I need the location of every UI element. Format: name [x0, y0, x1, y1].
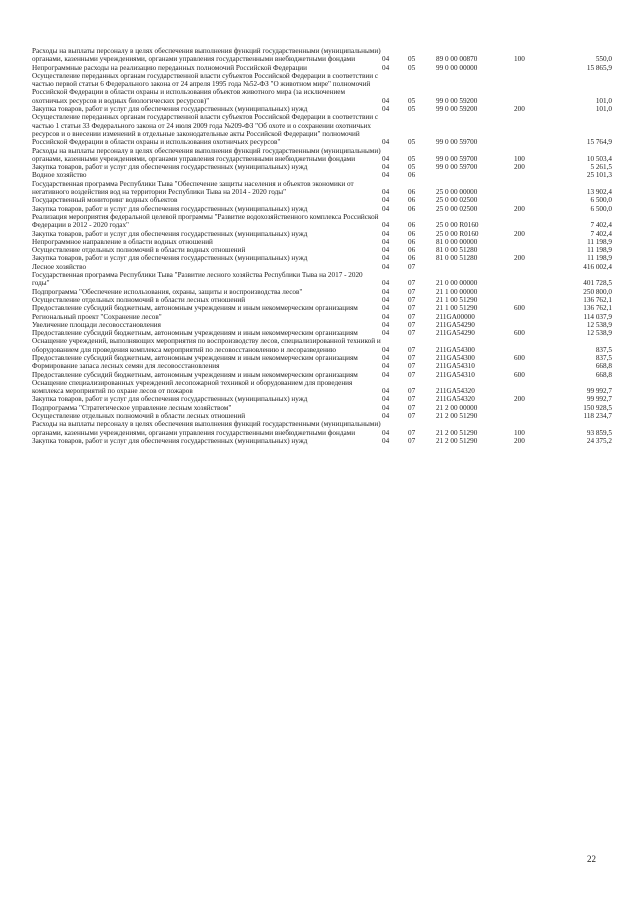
- subsection-code: 06: [408, 246, 416, 255]
- table-row: [32, 147, 612, 164]
- table-row: [32, 412, 612, 420]
- subsection-code: 06: [408, 237, 416, 246]
- amount: 99 992,7: [586, 395, 612, 404]
- target-article-code: 21 2 00 51290: [436, 436, 478, 445]
- table-row: [32, 263, 612, 271]
- expense-type-code: [514, 72, 548, 105]
- amount: 11 198,9: [587, 246, 612, 255]
- section-code: 04: [382, 362, 390, 371]
- expense-type-code: 600: [514, 329, 525, 338]
- expense-type-code: 600: [514, 304, 525, 313]
- section-code: 04: [382, 105, 390, 114]
- subsection-code: 05: [408, 96, 416, 105]
- expense-name: Осуществление отдельных полномочий в области лесных отношений: [32, 412, 246, 421]
- amount: 550,0: [595, 55, 612, 64]
- target-article-code: 99 0 00 59200: [436, 96, 478, 105]
- subsection-code: 07: [408, 329, 416, 338]
- table-row: [32, 420, 612, 437]
- table-row: [32, 254, 612, 262]
- expense-type-code: 200: [514, 105, 525, 114]
- subsection-code: 05: [408, 154, 416, 163]
- target-article-code: 211GA54310: [436, 362, 475, 371]
- table-row: [32, 230, 612, 238]
- expense-type-code: [514, 196, 548, 204]
- expense-name: Закупка товаров, работ и услуг для обеспечения государственных (муниципальных) нужд: [32, 395, 308, 404]
- subsection-code: 07: [408, 395, 416, 404]
- expense-name: Подпрограмма "Стратегическое управление лесным хозяйством": [32, 403, 232, 412]
- target-article-code: 211GA54320: [436, 387, 475, 396]
- expense-name: Оснащение специализированных учреждений лесопожарной техникой и оборудованием для проведения комплекса мероприятий по охране лесов от пожаров: [32, 378, 353, 396]
- amount: 25 101,3: [586, 171, 612, 180]
- subsection-code: 07: [408, 370, 416, 379]
- section-code: 04: [382, 370, 390, 379]
- subsection-code: 07: [408, 353, 416, 362]
- section-code: 04: [382, 329, 390, 338]
- table-row: [32, 395, 612, 403]
- expense-type-code: [514, 288, 548, 296]
- subsection-code: 07: [408, 387, 416, 396]
- expense-name: Оснащение учреждений, выполняющих мероприятия по воспроизводству лесов, специализированной техникой и оборудованием для проведения комплекса мероприятий по лесовосстановлению и лесоразведению: [32, 337, 381, 354]
- amount: 12 538,9: [586, 320, 612, 329]
- expense-type-code: 200: [514, 436, 525, 445]
- subsection-code: 07: [408, 436, 416, 445]
- amount: 12 538,9: [586, 329, 612, 338]
- expense-type-code: 200: [514, 204, 525, 213]
- expense-name: Закупка товаров, работ и услуг для обеспечения государственных (муниципальных) нужд: [32, 436, 308, 445]
- subsection-code: 06: [408, 221, 416, 230]
- subsection-code: 07: [408, 403, 416, 412]
- expense-type-code: 600: [514, 353, 525, 362]
- expense-type-code: [514, 296, 548, 304]
- target-article-code: [436, 171, 514, 179]
- expense-name: Лесное хозяйство: [32, 262, 87, 271]
- subsection-code: 05: [408, 63, 416, 72]
- subsection-code: 07: [408, 412, 416, 421]
- amount: 11 198,9: [587, 254, 612, 263]
- expense-type-code: [514, 412, 548, 420]
- expense-name: Региональный проект "Сохранение лесов": [32, 312, 162, 321]
- section-code: 04: [382, 279, 390, 288]
- target-article-code: 81 0 00 51280: [436, 246, 478, 255]
- section-code: 04: [382, 387, 390, 396]
- section-code: 04: [382, 163, 390, 172]
- table-row: [32, 180, 612, 197]
- expense-type-code: 200: [514, 395, 525, 404]
- target-article-code: 25 0 00 02500: [436, 196, 478, 205]
- expense-name: Предоставление субсидий бюджетным, автономным учреждениям и иным некоммерческим организациям: [32, 329, 358, 338]
- expense-name: Закупка товаров, работ и услуг для обеспечения государственных (муниципальных) нужд: [32, 163, 308, 172]
- amount: 150 928,5: [583, 403, 612, 412]
- amount: 93 859,5: [586, 428, 612, 437]
- table-row: [32, 371, 612, 379]
- section-code: 04: [382, 436, 390, 445]
- section-code: 04: [382, 304, 390, 313]
- target-article-code: 99 0 00 59700: [436, 154, 478, 163]
- expense-type-code: [514, 379, 548, 396]
- amount: 837,5: [595, 345, 612, 354]
- expense-name: Подпрограмма "Обеспечение использования, охраны, защиты и воспроизводства лесов": [32, 287, 303, 296]
- amount: 15 865,9: [586, 63, 612, 72]
- target-article-code: 21 1 00 51290: [436, 304, 478, 313]
- target-article-code: [436, 263, 514, 271]
- expense-type-code: [514, 271, 548, 288]
- subsection-code: 07: [408, 428, 416, 437]
- expense-type-code: [514, 113, 548, 146]
- table-row: [32, 337, 612, 354]
- expense-name: Закупка товаров, работ и услуг для обеспечения государственных (муниципальных) нужд: [32, 229, 308, 238]
- section-code: 04: [382, 171, 390, 180]
- amount: 837,5: [595, 353, 612, 362]
- section-code: 04: [382, 246, 390, 255]
- table-row: [32, 271, 612, 288]
- section-code: 04: [382, 154, 390, 163]
- target-article-code: 21 2 00 00000: [436, 403, 478, 412]
- expense-name: Закупка товаров, работ и услуг для обеспечения государственных (муниципальных) нужд: [32, 204, 308, 213]
- section-code: 04: [382, 345, 390, 354]
- section-code: 04: [382, 96, 390, 105]
- target-article-code: 81 0 00 51280: [436, 254, 478, 263]
- subsection-code: 07: [408, 262, 416, 271]
- target-article-code: 21 1 00 51290: [436, 295, 478, 304]
- expense-type-code: 200: [514, 254, 525, 263]
- expense-name: Предоставление субсидий бюджетным, автономным учреждениям и иным некоммерческим организациям: [32, 304, 358, 313]
- expense-type-code: [514, 238, 548, 246]
- expense-name: Предоставление субсидий бюджетным, автономным учреждениям и иным некоммерческим организациям: [32, 353, 358, 362]
- expense-name: Расходы на выплаты персоналу в целях обеспечения выполнения функций государственными (муниципальными) органами, казенными учреждениями, органами управления государственными внебюджетными фондами: [32, 420, 381, 437]
- amount: 136 762,1: [583, 304, 612, 313]
- target-article-code: 211GA54290: [436, 329, 475, 338]
- table-row: [32, 288, 612, 296]
- target-article-code: 211GA54300: [436, 345, 475, 354]
- expense-name: Расходы на выплаты персоналу в целях обеспечения выполнения функций государственными (муниципальными) органами, казенными учреждениями, органами управления государственными внебюджетными фондами: [32, 146, 381, 163]
- expense-type-code: [514, 362, 548, 370]
- expense-type-code: 600: [514, 370, 525, 379]
- section-code: 04: [382, 196, 390, 205]
- table-row: [32, 238, 612, 246]
- expense-name: Государственный мониторинг водных объектов: [32, 196, 178, 205]
- amount: 136 762,1: [583, 295, 612, 304]
- target-article-code: 21 0 00 00000: [436, 279, 478, 288]
- section-code: 04: [382, 412, 390, 421]
- amount: 101,0: [595, 96, 612, 105]
- subsection-code: 05: [408, 105, 416, 114]
- expense-name: Осуществление отдельных полномочий в области лесных отношений: [32, 295, 246, 304]
- amount: 13 902,4: [586, 188, 612, 197]
- target-article-code: 81 0 00 00000: [436, 237, 478, 246]
- target-article-code: 89 0 00 00870: [436, 55, 478, 64]
- table-row: [32, 304, 612, 312]
- expense-type-code: [514, 313, 548, 321]
- subsection-code: 07: [408, 320, 416, 329]
- expense-type-code: 100: [514, 55, 525, 64]
- target-article-code: 21 2 00 51290: [436, 412, 478, 421]
- section-code: 04: [382, 138, 390, 147]
- amount: 99 992,7: [586, 387, 612, 396]
- table-row: [32, 296, 612, 304]
- target-article-code: 211GA54300: [436, 353, 475, 362]
- amount: 11 198,9: [587, 237, 612, 246]
- table-row: [32, 246, 612, 254]
- target-article-code: 99 0 00 59700: [436, 163, 478, 172]
- table-row: [32, 171, 612, 179]
- target-article-code: 25 0 00 R0160: [436, 221, 479, 230]
- subsection-code: 06: [408, 204, 416, 213]
- table-row: [32, 313, 612, 321]
- amount: 5 261,5: [590, 163, 612, 172]
- section-code: 04: [382, 55, 390, 64]
- target-article-code: 211GA54320: [436, 395, 475, 404]
- subsection-code: 07: [408, 295, 416, 304]
- expense-type-code: [514, 64, 548, 72]
- target-article-code: 25 0 00 R0160: [436, 229, 479, 238]
- amount: 401 728,5: [583, 279, 612, 288]
- expense-type-code: 200: [514, 163, 525, 172]
- expense-name: Предоставление субсидий бюджетным, автономным учреждениям и иным некоммерческим организациям: [32, 370, 358, 379]
- amount: 668,8: [595, 370, 612, 379]
- subsection-code: 06: [408, 229, 416, 238]
- section-code: 04: [382, 262, 390, 271]
- amount: 7 402,4: [590, 221, 612, 230]
- expense-type-code: [514, 321, 548, 329]
- section-code: 04: [382, 237, 390, 246]
- expense-name: Непрограммное направление в области водных отношений: [32, 237, 213, 246]
- expense-type-code: [514, 404, 548, 412]
- expense-type-code: [514, 337, 548, 354]
- section-code: 04: [382, 320, 390, 329]
- expense-name: Осуществление переданных органам государственной власти субъектов Российской Федерации в соответствии с частью первой статьи 6 Федерального закона от 24 апреля 1995 года №52-ФЗ "О животном мире" полномочий Российской Федерации в области охраны и использования объектов животного мира (за исключением охотничьих ресурсов и водных биологических ресурсов)": [32, 71, 379, 105]
- target-article-code: 21 2 00 51290: [436, 428, 478, 437]
- section-code: 04: [382, 63, 390, 72]
- table-row: [32, 362, 612, 370]
- amount: 416 002,4: [583, 262, 612, 271]
- table-row: [32, 105, 612, 113]
- expense-name: Увеличение площади лесовосстановления: [32, 320, 161, 329]
- amount: 250 800,0: [583, 287, 612, 296]
- subsection-code: 07: [408, 362, 416, 371]
- expense-name: Закупка товаров, работ и услуг для обеспечения государственных (муниципальных) нужд: [32, 254, 308, 263]
- table-row: [32, 329, 612, 337]
- expense-type-code: [514, 246, 548, 254]
- expense-name: Расходы на выплаты персоналу в целях обеспечения выполнения функций государственными (муниципальными) органами, казенными учреждениями, органами управления государственными внебюджетными фондами: [32, 47, 381, 64]
- expense-name: Государственная программа Республики Тыва "Обеспечение защиты населения и объектов экономики от негативного воздействия вод на территории Республики Тыва на 2014 - 2020 годы": [32, 179, 354, 197]
- target-article-code: 211GA54310: [436, 370, 475, 379]
- target-article-code: 21 1 00 00000: [436, 287, 478, 296]
- section-code: 04: [382, 403, 390, 412]
- expense-type-code: 100: [514, 154, 525, 163]
- subsection-code: 06: [408, 171, 416, 180]
- table-row: [32, 47, 612, 64]
- amount: 15 764,9: [586, 138, 612, 147]
- target-article-code: 25 0 00 02500: [436, 204, 478, 213]
- section-code: 04: [382, 204, 390, 213]
- expense-name: Непрограммные расходы на реализацию переданных полномочий Российской Федерации: [32, 63, 307, 72]
- subsection-code: 07: [408, 304, 416, 313]
- subsection-code: 06: [408, 254, 416, 263]
- subsection-code: 05: [408, 55, 416, 64]
- expense-name: Закупка товаров, работ и услуг для обеспечения государственных (муниципальных) нужд: [32, 105, 308, 114]
- subsection-code: 07: [408, 279, 416, 288]
- expense-type-code: [514, 213, 548, 230]
- expense-type-code: 100: [514, 428, 525, 437]
- table-row: [32, 72, 612, 105]
- amount: 10 503,4: [586, 154, 612, 163]
- section-code: 04: [382, 188, 390, 197]
- section-code: 04: [382, 221, 390, 230]
- amount: 114 037,9: [583, 312, 612, 321]
- target-article-code: 211GA00000: [436, 312, 475, 321]
- expense-type-code: [514, 180, 548, 197]
- table-row: [32, 205, 612, 213]
- subsection-code: 07: [408, 287, 416, 296]
- expense-name: Осуществление переданных органам государственной власти субъектов Российской Федерации в соответствии с частью 1 статьи 33 Федерального закона от 24 июля 2009 года №209-ФЗ "Об охоте и о сохранении охотничьих ресурсов и о внесении изменений в отдельные законодательные акты Российской Федерации" полномочий Российской Федерации в области охраны и использования охотничьих ресурсов": [32, 113, 379, 147]
- amount: 101,0: [595, 105, 612, 114]
- section-code: 04: [382, 254, 390, 263]
- amount: 668,8: [595, 362, 612, 371]
- table-row: [32, 163, 612, 171]
- expense-name: Формирование запаса лесных семян для лесовосстановления: [32, 362, 220, 371]
- expense-name: Осуществление отдельных полномочий в области водных отношений: [32, 246, 246, 255]
- amount: 7 402,4: [590, 229, 612, 238]
- amount: 118 234,7: [583, 412, 612, 421]
- section-code: 04: [382, 287, 390, 296]
- section-code: 04: [382, 428, 390, 437]
- section-code: 04: [382, 312, 390, 321]
- table-row: [32, 404, 612, 412]
- target-article-code: 99 0 00 00000: [436, 63, 478, 72]
- page-number: 22: [587, 854, 596, 864]
- subsection-code: 05: [408, 163, 416, 172]
- amount: 6 500,0: [590, 196, 612, 205]
- expense-type-code: [514, 263, 548, 271]
- subsection-code: 06: [408, 196, 416, 205]
- expense-type-code: 200: [514, 229, 525, 238]
- budget-table-body: [32, 47, 612, 445]
- target-article-code: 211GA54290: [436, 320, 475, 329]
- subsection-code: 07: [408, 312, 416, 321]
- table-row: [32, 354, 612, 362]
- table-row: [32, 437, 612, 445]
- section-code: 04: [382, 229, 390, 238]
- target-article-code: 99 0 00 59700: [436, 138, 478, 147]
- subsection-code: 05: [408, 138, 416, 147]
- expense-type-code: [514, 171, 548, 179]
- expense-name: Водное хозяйство: [32, 171, 87, 180]
- table-row: [32, 113, 612, 146]
- expense-name: Государственная программа Республики Тыва "Развитие лесного хозяйства Республики Тыва на 2017 - 2020 годы": [32, 271, 363, 288]
- table-row: [32, 379, 612, 396]
- amount: 24 375,2: [586, 436, 612, 445]
- table-row: [32, 213, 612, 230]
- table-row: [32, 196, 612, 204]
- table-row: [32, 64, 612, 72]
- section-code: 04: [382, 353, 390, 362]
- table-row: [32, 321, 612, 329]
- expense-name: Реализация мероприятия федеральной целевой программы "Развитие водохозяйственного комплекса Российской Федерации в 2012 - 2020 годах": [32, 212, 379, 230]
- target-article-code: 99 0 00 59200: [436, 105, 478, 114]
- subsection-code: 07: [408, 345, 416, 354]
- section-code: 04: [382, 395, 390, 404]
- target-article-code: 25 0 00 00000: [436, 188, 478, 197]
- budget-table: [32, 47, 612, 445]
- amount: 6 500,0: [590, 204, 612, 213]
- subsection-code: 06: [408, 188, 416, 197]
- section-code: 04: [382, 295, 390, 304]
